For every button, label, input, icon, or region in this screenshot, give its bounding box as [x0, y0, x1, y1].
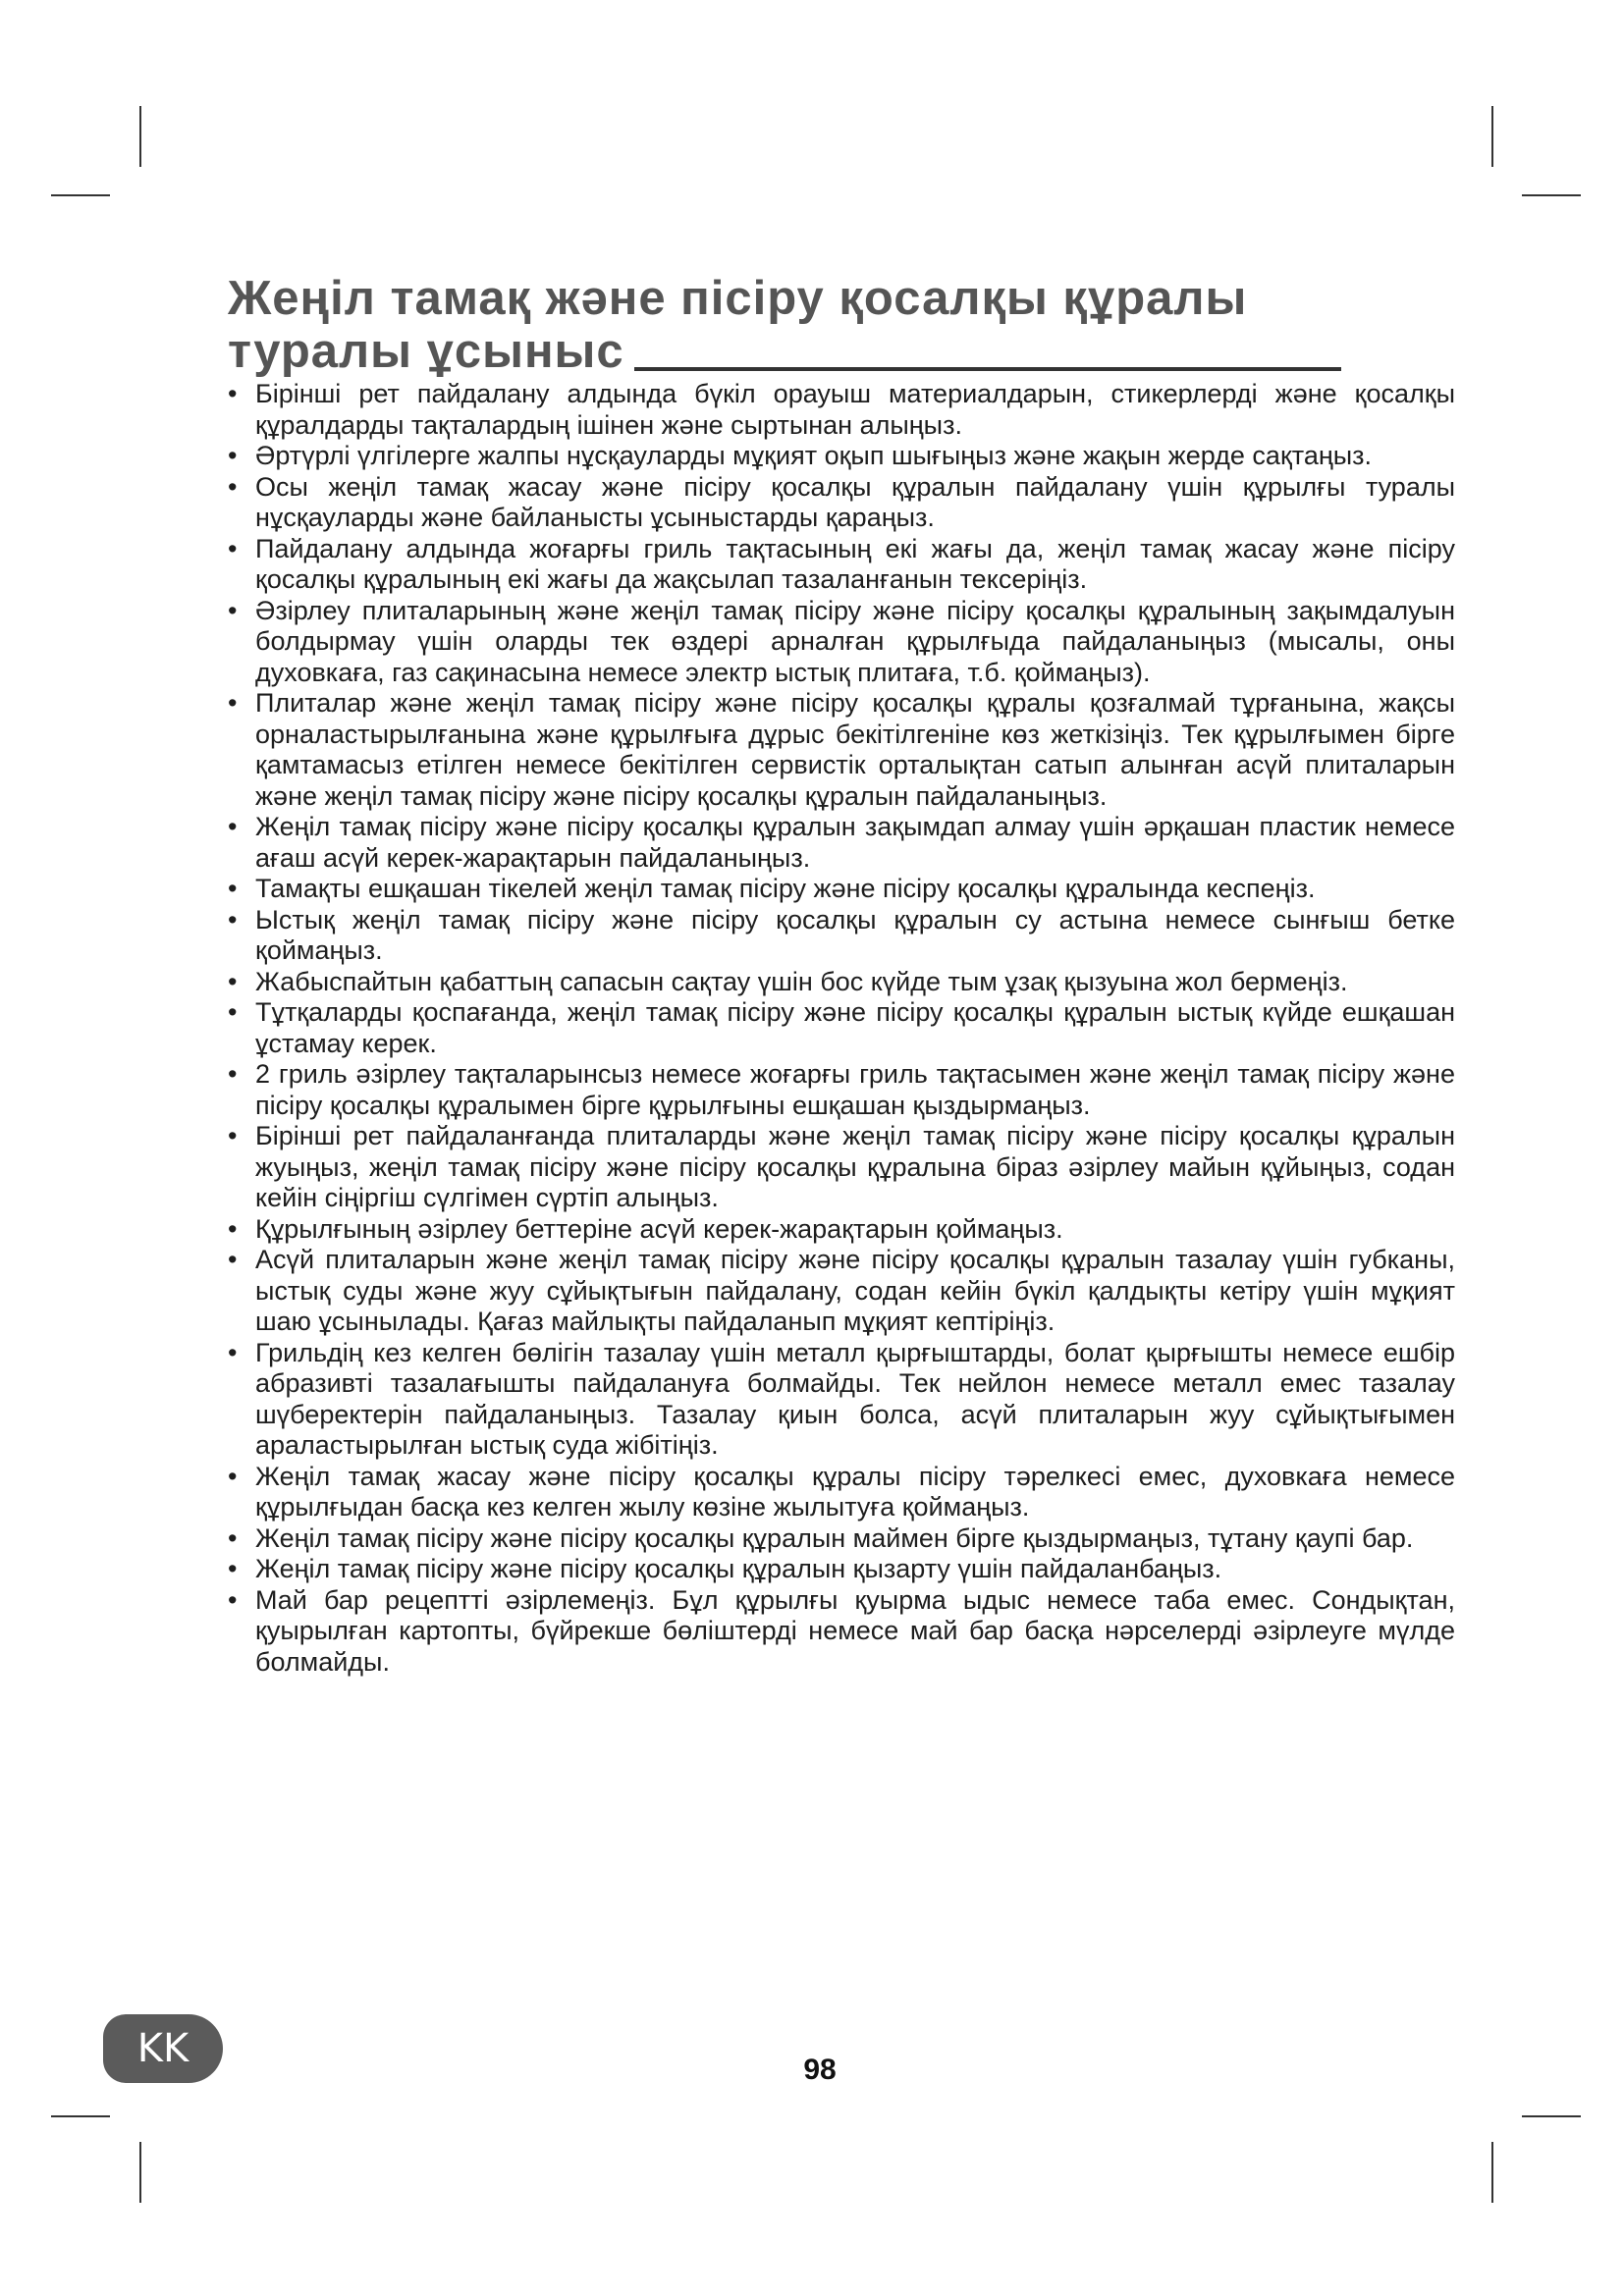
list-item: • Әртүрлі үлгілерге жалпы нұсқауларды мұқият оқып шығыңыз және жақын жерде сақтаңыз.	[228, 441, 1455, 472]
page-title-line-2: туралы ұсыныс	[228, 325, 624, 378]
list-item: • Пайдалану алдында жоғарғы гриль тақтасының екі жағы да, жеңіл тамақ жасау және пісіру қосалқы құралының екі жағы да жақсылап тазаланғанын тексеріңіз.	[228, 534, 1455, 596]
list-item: • Плиталар және жеңіл тамақ пісіру және пісіру қосалқы құралы қозғалмай тұрғанына, жақсы орналастырылғанына және құрылғыға дұрыс бекітілгеніне көз жеткізіңіз. Тек құрылғымен бірге қамтамасыз етілген немесе бекітілген сервистік орталықтан сатып алынған асүй плиталарын және жеңіл тамақ пісіру және пісіру қосалқы құралын пайдаланыңыз.	[228, 688, 1455, 812]
list-item: • Тамақты ешқашан тікелей жеңіл тамақ пісіру және пісіру қосалқы құралында кеспеңіз.	[228, 874, 1455, 905]
crop-mark-bottom-right-horizontal	[1522, 2115, 1581, 2117]
title-underline-rule	[634, 367, 1341, 371]
page-title-line-1: Жеңіл тамақ және пісіру қосалқы құралы	[228, 272, 1248, 325]
language-badge: KK	[103, 2014, 223, 2083]
crop-mark-bottom-right-vertical	[1491, 2142, 1493, 2203]
crop-mark-bottom-left-horizontal	[51, 2115, 110, 2117]
list-item: • Жеңіл тамақ пісіру және пісіру қосалқы құралын маймен бірге қыздырмаңыз, тұтану қаупі бар.	[228, 1523, 1455, 1555]
crop-mark-top-left-horizontal	[51, 194, 110, 196]
page-title-line-2-row	[228, 324, 1455, 379]
crop-mark-top-right-horizontal	[1522, 194, 1581, 196]
list-item: • Ыстық жеңіл тамақ пісіру және пісіру қосалқы құралын су астына немесе сынғыш бетке қоймаңыз.	[228, 905, 1455, 967]
crop-mark-top-left-vertical	[139, 106, 141, 167]
list-item: • 2 гриль әзірлеу тақталарынсыз немесе жоғарғы гриль тақтасымен және жеңіл тамақ пісіру және пісіру қосалқы құралымен бірге құрылғыны ешқашан қыздырмаңыз.	[228, 1059, 1455, 1121]
list-item: • Жеңіл тамақ пісіру және пісіру қосалқы құралын қызарту үшін пайдаланбаңыз.	[228, 1554, 1455, 1585]
list-item: • Әзірлеу плиталарының және жеңіл тамақ пісіру және пісіру қосалқы құралының зақымдалуын болдырмау үшін оларды тек өздері арналған құрылғыда пайдаланыңыз (мысалы, оны духовкаға, газ сақинасына немесе электр ыстық плитаға, т.б. қоймаңыз).	[228, 596, 1455, 689]
list-item: • Май бар рецептті әзірлемеңіз. Бұл құрылғы қуырма ыдыс немесе таба емес. Сондықтан, қуырылған картопты, бүйрекше бөліштерді немесе май бар басқа нәрселерді әзірлеуге мүлде болмайды.	[228, 1585, 1455, 1679]
list-item: • Асүй плиталарын және жеңіл тамақ пісіру және пісіру қосалқы құралын тазалау үшін губканы, ыстық суды және жуу сұйықтығын пайдалану, содан кейін бүкіл қалдықты кетіру үшін мұқият шаю ұсынылады. Қағаз майлықты пайдаланып мұқият кептіріңіз.	[228, 1245, 1455, 1338]
page-number: 98	[803, 2054, 837, 2086]
list-item: • Бірінші рет пайдалану алдында бүкіл орауыш материалдарын, стикерлерді және қосалқы құралдарды тақталардың ішінен және сыртынан алыңыз.	[228, 379, 1455, 441]
list-item: • Бірінші рет пайдаланғанда плиталарды және жеңіл тамақ пісіру және пісіру қосалқы құралын жуыңыз, жеңіл тамақ пісіру және пісіру қосалқы құралына біраз әзірлеу майын құйыңыз, содан кейін сіңіргіш сүлгімен сүртіп алыңыз.	[228, 1121, 1455, 1214]
page-content	[228, 271, 1455, 1678]
list-item: • Тұтқаларды қоспағанда, жеңіл тамақ пісіру және пісіру қосалқы құралын ыстық күйде ешқашан ұстамау керек.	[228, 997, 1455, 1059]
page-title	[228, 271, 1455, 379]
list-item: • Грильдің кез келген бөлігін тазалау үшін металл қырғыштарды, болат қырғышты немесе ешбір абразивті тазалағышты пайдалануға болмайды. Тек нейлон немесе металл емес тазалау шүберектерін пайдаланыңыз. Тазалау қиын болса, асүй плиталарын жуу сұйықтығымен араластырылған ыстық суда жібітіңіз.	[228, 1338, 1455, 1462]
list-item: • Осы жеңіл тамақ жасау және пісіру қосалқы құралын пайдалану үшін құрылғы туралы нұсқауларды және байланысты ұсыныстарды қараңыз.	[228, 472, 1455, 534]
list-item: • Жеңіл тамақ жасау және пісіру қосалқы құралы пісіру тәрелкесі емес, духовкаға немесе құрылғыдан басқа кез келген жылу көзіне жылытуға қоймаңыз.	[228, 1462, 1455, 1523]
crop-mark-bottom-left-vertical	[139, 2142, 141, 2203]
recommendation-list	[228, 379, 1455, 1678]
list-item: • Құрылғының әзірлеу беттеріне асүй керек-жарақтарын қоймаңыз.	[228, 1214, 1455, 1246]
list-item: • Жеңіл тамақ пісіру және пісіру қосалқы құралын зақымдап алмау үшін әрқашан пластик немесе ағаш асүй керек-жарақтарын пайдаланыңыз.	[228, 812, 1455, 874]
list-item: • Жабыспайтын қабаттың сапасын сақтау үшін бос күйде тым ұзақ қызуына жол бермеңіз.	[228, 967, 1455, 998]
crop-mark-top-right-vertical	[1491, 106, 1493, 167]
